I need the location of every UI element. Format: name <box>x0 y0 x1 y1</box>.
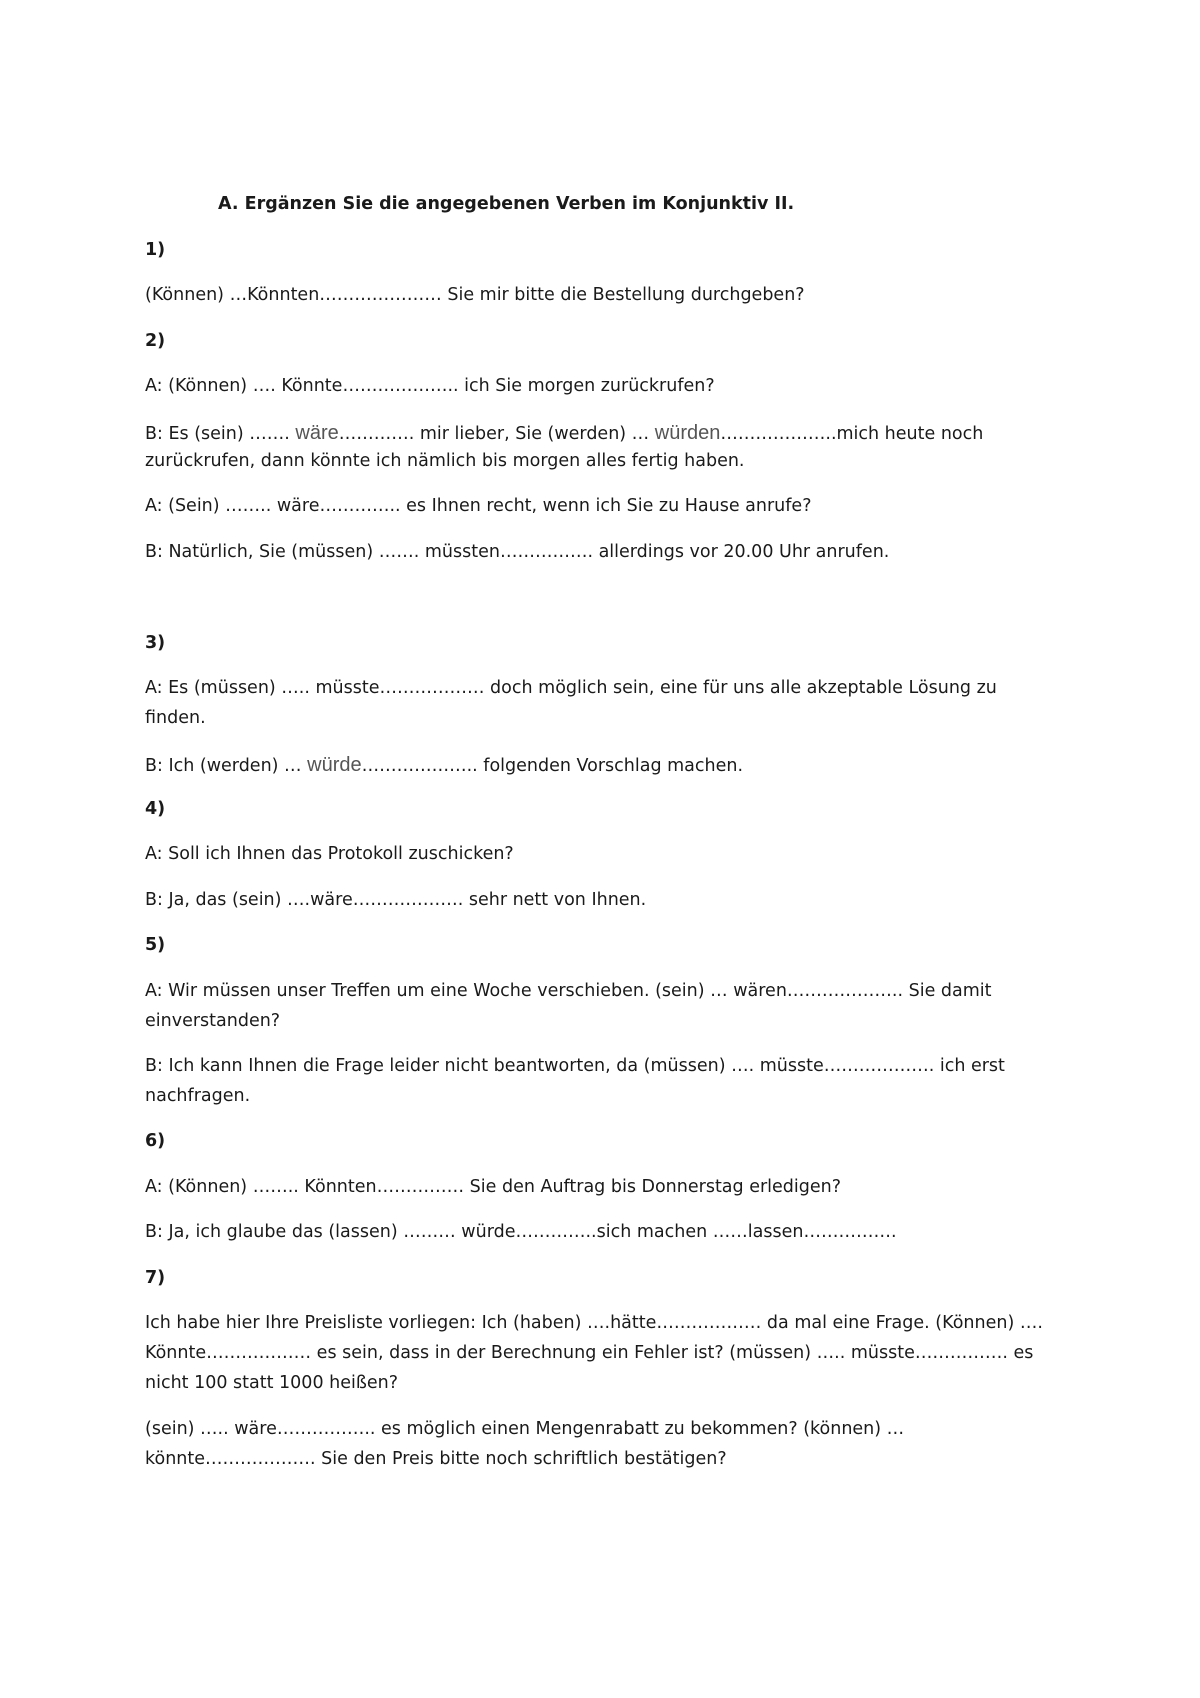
item-number-3: 3) <box>145 633 166 653</box>
handwritten-answer: würde <box>307 754 362 776</box>
text-line: A: Wir müssen unser Treffen um eine Woche verschieben. (sein) … wären……………….. Sie damit <box>145 981 992 1001</box>
exercise-title: A. Ergänzen Sie die angegebenen Verben im Konjunktiv II. <box>218 194 795 214</box>
text-line: (Können) …Könnten………………… Sie mir bitte die Bestellung durchgeben? <box>145 285 805 305</box>
text-line: zurückrufen, dann könnte ich nämlich bis morgen alles fertig haben. <box>145 451 745 471</box>
item-number-5: 5) <box>145 935 166 955</box>
text-line: B: Ja, das (sein) ….wäre………………. sehr nett von Ihnen. <box>145 890 647 910</box>
item-number-4: 4) <box>145 799 166 819</box>
text-line: Könnte……………… es sein, dass in der Berechnung ein Fehler ist? (müssen) ….. müsste……………. es <box>145 1343 1034 1363</box>
text-line: B: Ja, ich glaube das (lassen) ……… würde…………..sich machen ……lassen……………. <box>145 1222 897 1242</box>
item-number-6: 6) <box>145 1131 166 1151</box>
text-line: einverstanden? <box>145 1011 281 1031</box>
text-line: Ich habe hier Ihre Preisliste vorliegen: Ich (haben) ….hätte……………… da mal eine Frage. (Können) …. <box>145 1313 1043 1333</box>
text-line: (sein) ….. wäre…………….. es möglich einen Mengenrabatt zu bekommen? (können) … <box>145 1419 905 1439</box>
text-line: A: (Können) …….. Könnten…………… Sie den Auftrag bis Donnerstag erledigen? <box>145 1177 842 1197</box>
text-line: A: Es (müssen) ….. müsste……………… doch möglich sein, eine für uns alle akzeptable Lösung zu <box>145 678 997 698</box>
handwritten-answer: wäre <box>295 422 339 444</box>
item-number-7: 7) <box>145 1268 166 1288</box>
item-number-2: 2) <box>145 331 166 351</box>
text-line: B: Ich kann Ihnen die Frage leider nicht beantworten, da (müssen) …. müsste………………. ich erst <box>145 1056 1005 1076</box>
text-line: A: (Können) …. Könnte……………….. ich Sie morgen zurückrufen? <box>145 376 715 396</box>
text-line: B: Es (sein) ……. wäre…………. mir lieber, Sie (werden) … würden………………..mich heute noch <box>145 422 984 444</box>
item-number-1: 1) <box>145 240 166 260</box>
text-line: könnte………………. Sie den Preis bitte noch schriftlich bestätigen? <box>145 1449 727 1469</box>
text-line: nicht 100 statt 1000 heißen? <box>145 1373 399 1393</box>
text-line: B: Ich (werden) … würde……………….. folgenden Vorschlag machen. <box>145 754 744 776</box>
handwritten-answer: würden <box>654 422 721 444</box>
text-line: finden. <box>145 708 206 728</box>
text-line: A: Soll ich Ihnen das Protokoll zuschicken? <box>145 844 514 864</box>
text-line: A: (Sein) …….. wäre………….. es Ihnen recht, wenn ich Sie zu Hause anrufe? <box>145 496 812 516</box>
text-line: nachfragen. <box>145 1086 251 1106</box>
text-line: B: Natürlich, Sie (müssen) ……. müssten……………. allerdings vor 20.00 Uhr anrufen. <box>145 542 890 562</box>
